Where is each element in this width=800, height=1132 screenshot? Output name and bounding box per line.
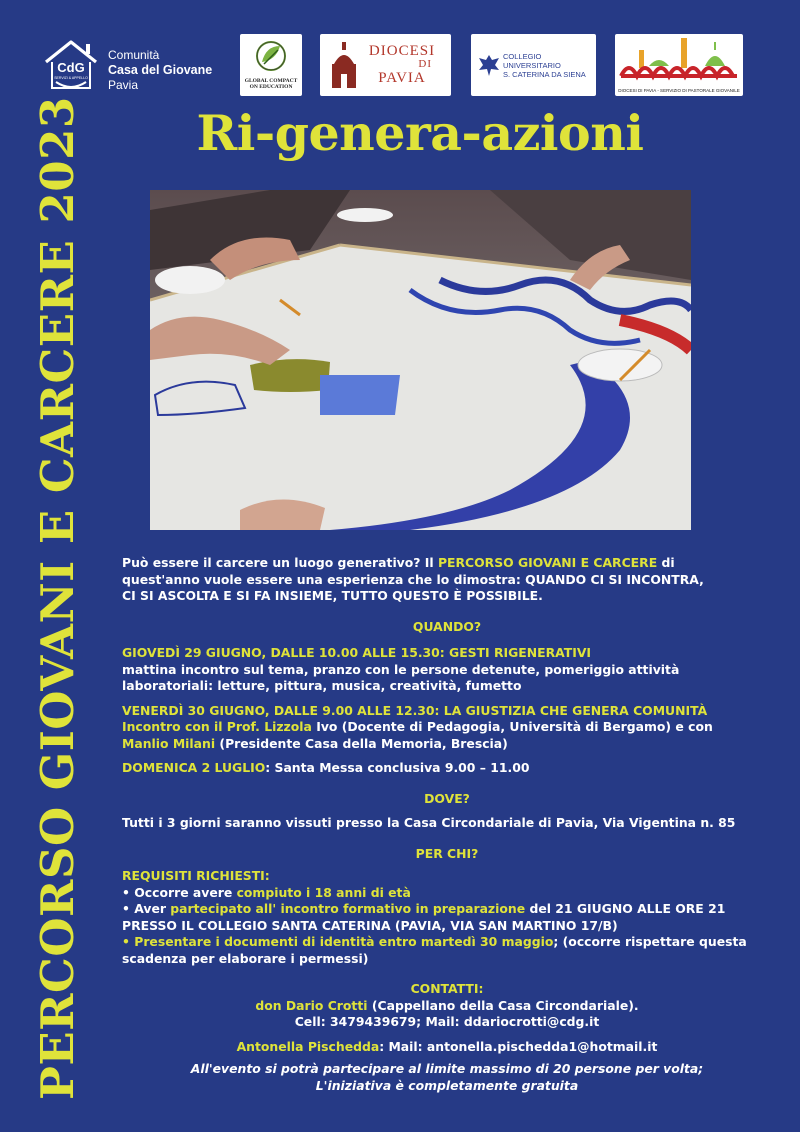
cathedral-icon [328, 42, 360, 90]
collegio-logo: COLLEGIO UNIVERSITARIO S. CATERINA DA SIENA [471, 34, 596, 96]
pastorale-giovanile-logo: DIOCESI DI PAVIA - SERVIZIO DI PASTORALE GIOVANILE [615, 34, 743, 96]
diocesi-pavia-logo: DIOCESI DI PAVIA [320, 34, 451, 96]
svg-text:SERVIZI & APPELLO: SERVIZI & APPELLO [54, 76, 88, 80]
contact-2: Antonella Pischedda: Mail: antonella.pischedda1@hotmail.it [236, 1038, 658, 1054]
house-logo-icon [42, 38, 100, 94]
requisito-1: • Occorre avere compiuto i 18 anni di età [122, 884, 411, 900]
pavia-skyline-icon [619, 36, 739, 84]
quando-heading: QUANDO? [412, 618, 482, 634]
intro-line-3: CI SI ASCOLTA E SI FA INSIEME, TUTTO QUESTO È POSSIBILE. [122, 588, 543, 603]
day3-line: DOMENICA 2 LUGLIO: Santa Messa conclusiva 9.00 – 11.00 [122, 760, 530, 775]
requisiti-title: REQUISITI RICHIESTI: [122, 868, 270, 883]
day1-line-1: mattina incontro sul tema, pranzo con le persone detenute, pomeriggio attività [122, 661, 680, 677]
requisito-2: • Aver partecipato all' incontro formativo in preparazione del 21 GIUGNO ALLE ORE 21 [122, 901, 726, 916]
globe-leaf-icon [240, 34, 302, 78]
contact-1-details: Cell: 3479439679; Mail: ddariocrotti@cdg.it [294, 1014, 600, 1029]
dove-text: Tutti i 3 giorni saranno vissuti presso la Casa Circondariale di Pavia, Via Vigentina n. 85 [122, 815, 736, 830]
day2-line-1: Incontro con il Prof. Lizzola Ivo (Docente di Pedagogia, Università di Bergamo) e con [122, 719, 713, 734]
requisito-2-cont: PRESSO IL COLLEGIO SANTA CATERINA (PAVIA, VIA SAN MARTINO 17/B) [122, 917, 618, 933]
eagle-crest-icon [477, 52, 501, 78]
requisito-3-cont: scadenza per elaborare i permessi) [122, 950, 369, 966]
intro-line-1: Può essere il carcere un luogo generativo? Il PERCORSO GIOVANI E CARCERE di [122, 555, 675, 570]
global-compact-logo: GLOBAL COMPACT ON EDUCATION [240, 34, 302, 96]
contatti-heading: CONTATTI: [410, 981, 484, 996]
day1-line-2: laboratoriali: letture, pittura, musica, creatività, fumetto [122, 678, 522, 693]
contact-1: don Dario Crotti (Cappellano della Casa Circondariale). [255, 997, 639, 1013]
page-title: Ri-genera-azioni [196, 104, 644, 162]
dove-heading: DOVE? [424, 790, 470, 806]
side-title: PERCORSO GIOVANI E CARCERE 2023 [31, 96, 84, 1100]
note-2: L'iniziativa è completamente gratuita [315, 1077, 579, 1093]
day1-title: GIOVEDÌ 29 GIUGNO, DALLE 10.00 ALLE 15.30: GESTI RIGENERATIVI [122, 645, 592, 660]
svg-text:CdG: CdG [57, 60, 85, 75]
day2-line-2: Manlio Milani (Presidente Casa della Memoria, Brescia) [122, 735, 508, 751]
perchi-heading: PER CHI? [415, 845, 479, 861]
requisito-3: • Presentare i documenti di identità entro martedì 30 maggio; (occorre rispettare questa [122, 934, 747, 949]
note-1: All'evento si potrà partecipare al limite massimo di 20 persone per volta; [190, 1061, 704, 1076]
event-details [122, 555, 772, 1094]
cdg-logo [42, 38, 227, 94]
day2-title: VENERDÌ 30 GIUGNO, DALLE 9.00 ALLE 12.30: LA GIUSTIZIA CHE GENERA COMUNITÀ [122, 702, 708, 718]
intro-line-2: quest'anno vuole essere una esperienza che lo dimostra: QUANDO CI SI INCONTRA, [122, 571, 704, 587]
painting-photo [150, 190, 691, 530]
cdg-name: Comunità Casa del Giovane Pavia [108, 48, 213, 92]
